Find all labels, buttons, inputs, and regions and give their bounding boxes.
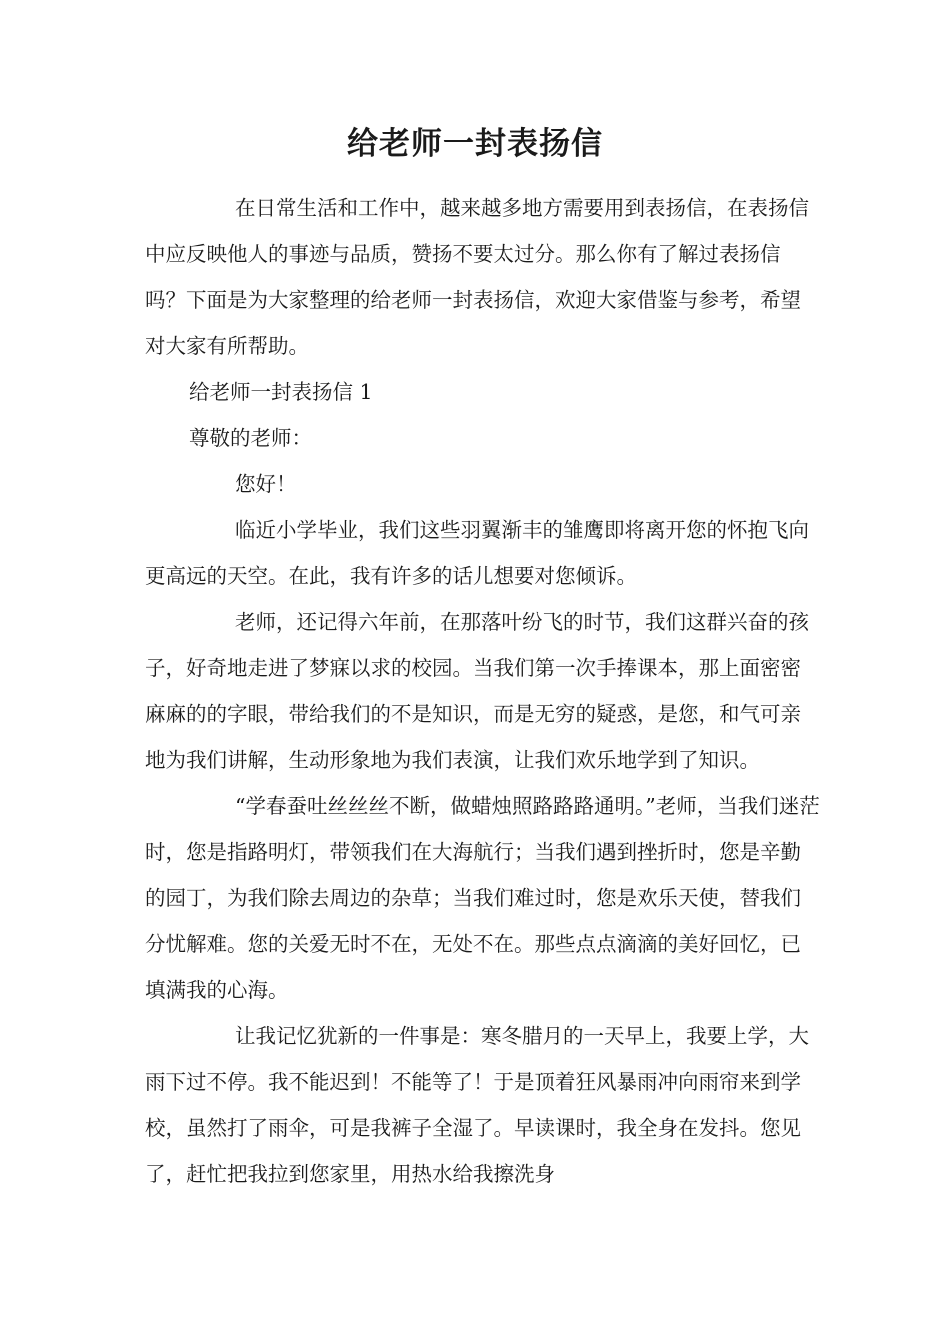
letter-salutation: 尊敬的老师： [189, 426, 312, 450]
body-paragraph: “学春蚕吐丝丝丝不断，做蜡烛照路路路通明。”老师，当我们迷茫时，您是指路明灯，带领我们在大海航行；当我们遇到挫折时，您是辛勤的园丁，为我们除去周边的杂草；当我们难过时，您是欢乐天使，替我们分忧解难。您的关爱无时不在，无处不在。那些点点滴滴的美好回忆，已填满我的心海。 [145, 794, 820, 1002]
document-title: 给老师一封表扬信 [347, 126, 603, 162]
intro-paragraph: 在日常生活和工作中，越来越多地方需要用到表扬信，在表扬信中应反映他人的事迹与品质，赞扬不要太过分。那么你有了解过表扬信吗？下面是为大家整理的给老师一封表扬信，欢迎大家借鉴与参考，希望对大家有所帮助。 [145, 196, 809, 358]
body-paragraph: 让我记忆犹新的一件事是：寒冬腊月的一天早上，我要上学，大雨下过不停。我不能迟到！不能等了！于是顶着狂风暴雨冲向雨帘来到学校，虽然打了雨伞，可是我裤子全湿了。早读课时，我全身在发抖。您见了，赶忙把我拉到您家里，用热水给我擦洗身 [145, 1024, 809, 1186]
body-paragraph: 临近小学毕业，我们这些羽翼渐丰的雏鹰即将离开您的怀抱飞向更高远的天空。在此，我有许多的话儿想要对您倾诉。 [145, 518, 809, 588]
letter-greeting: 您好！ [235, 472, 297, 496]
letter-heading: 给老师一封表扬信 1 [189, 380, 373, 404]
document-body [145, 185, 821, 1197]
body-paragraph: 老师，还记得六年前，在那落叶纷飞的时节，我们这群兴奋的孩子，好奇地走进了梦寐以求的校园。当我们第一次手捧课本，那上面密密麻麻的的字眼，带给我们的不是知识，而是无穷的疑惑，是您，和气可亲地为我们讲解，生动形象地为我们表演，让我们欢乐地学到了知识。 [145, 610, 809, 772]
